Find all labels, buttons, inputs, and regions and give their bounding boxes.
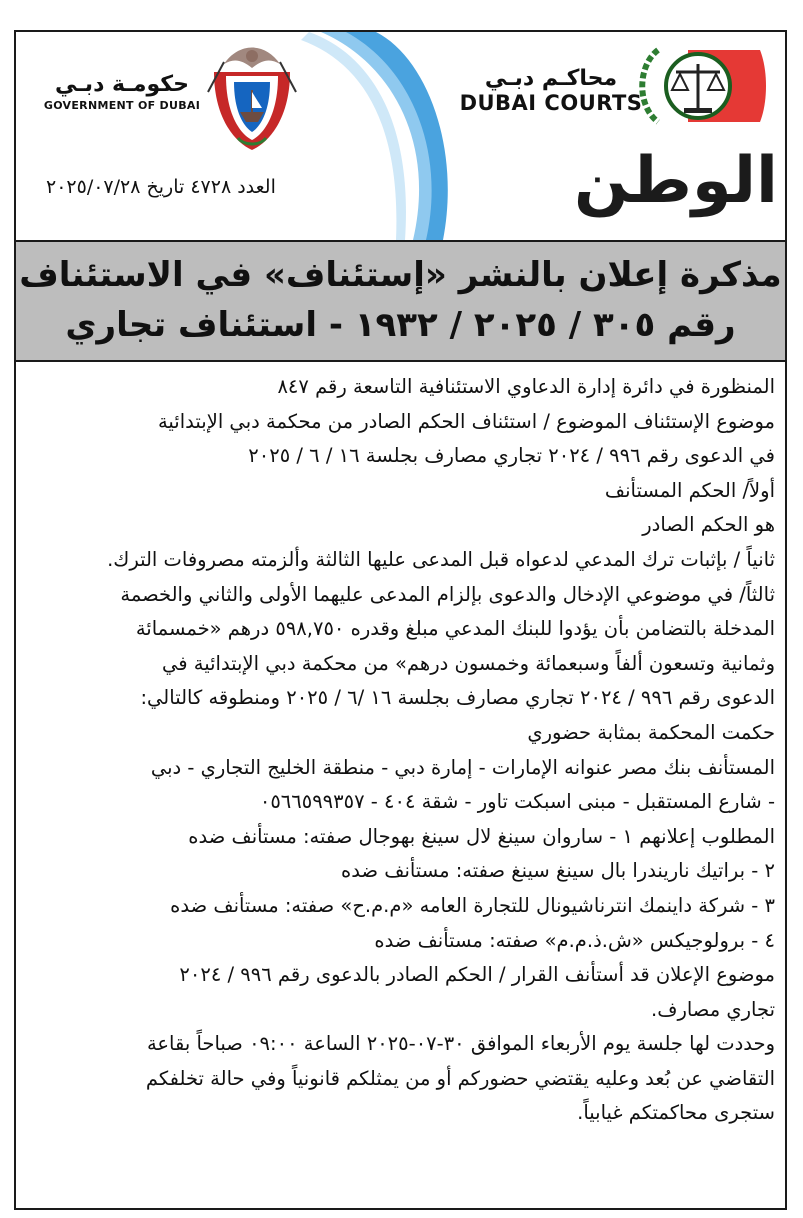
notice-title-bar <box>16 240 785 362</box>
body-line: موضوع الإعلان قد أستأنف القرار / الحكم الصادر بالدعوى رقم ٩٩٦ / ٢٠٢٤ <box>179 963 775 987</box>
body-line: ثانياً / بإثبات ترك المدعي لدعواه قبل المدعى عليها الثالثة وألزمته مصروفات الترك. <box>107 547 775 571</box>
body-line: الدعوى رقم ٩٩٦ / ٢٠٢٤ تجاري مصارف بجلسة ١٦ /٦ / ٢٠٢٥ ومنطوقه كالتالي: <box>140 686 775 710</box>
body-line: - شارع المستقبل - مبنى اسبكت تاور - شقة ٤٠٤ - ٠٥٦٦٥٩٩٣٥٧ <box>259 790 775 814</box>
body-line: وحددت لها جلسة يوم الأربعاء الموافق ٣٠-٠٧-٢٠٢٥ الساعة ٠٩:٠٠ صباحاً بقاعة <box>146 1032 775 1056</box>
body-line: في الدعوى رقم ٩٩٦ / ٢٠٢٤ تجاري مصارف بجلسة ١٦ / ٦ / ٢٠٢٥ <box>248 444 775 468</box>
body-line: ستجرى محاكمتكم غيابياً. <box>577 1101 775 1125</box>
body-line: ٣ - شركة داينمك انترناشيونال للتجارة العامه «م.م.ح» صفته: مستأنف ضده <box>170 893 775 917</box>
courts-name-ar: محاكـم دبـي <box>484 66 618 91</box>
body-line: المستأنف بنك مصر عنوانه الإمارات - إمارة دبي - منطقة الخليج التجاري - دبي <box>150 755 775 779</box>
scales-of-justice-icon <box>628 40 768 132</box>
body-line: ثالثاً/ في موضوعي الإدخال والدعوى بإلزام المدعى عليهما الأولى والثاني والخصمة <box>120 582 775 606</box>
body-line: التقاضي عن بُعد وعليه يقتضي حضوركم أو من يمثلكم قانونياً وفي حالة تخلفكم <box>145 1066 775 1090</box>
body-line: المنظورة في دائرة إدارة الدعاوي الاستئنافية التاسعة رقم ٨٤٧ <box>277 375 775 398</box>
issue-number-date: العدد ٤٧٢٨ تاريخ ٢٠٢٥/٠٧/٢٨ <box>46 176 276 198</box>
body-line: أولاً/ الحكم المستأنف <box>604 478 775 502</box>
body-line: وثمانية وتسعون ألفاً وسبعمائة وخمسون درهم» من محكمة دبي الإبتدائية في <box>161 651 775 675</box>
notice-title-line-2: رقم ٣٠٥ / ٢٠٢٥ / ١٩٣٢ - استئناف تجاري <box>65 305 736 345</box>
dubai-courts-logo <box>456 66 646 115</box>
courts-name-en: DUBAI COURTS <box>459 91 643 115</box>
blue-swoosh-decoration <box>301 32 451 240</box>
government-name-ar: حكومـة دبـي <box>55 72 189 97</box>
body-line: المطلوب إعلانهم ١ - ساروان سينغ لال سينغ بهوجال صفته: مستأنف ضده <box>188 824 775 848</box>
government-name-en: GOVERNMENT OF DUBAI <box>43 99 201 112</box>
body-line: موضوع الإستئناف الموضوع / استئناف الحكم الصادر من محكمة دبي الإبتدائية <box>157 409 775 433</box>
body-line: ٢ - براتيك ناريندرا بال سينغ سينغ صفته: مستأنف ضده <box>341 859 775 883</box>
body-line: تجاري مصارف. <box>651 997 775 1021</box>
notice-frame <box>14 30 787 1210</box>
body-line: حكمت المحكمة بمثابة حضوري <box>527 720 775 744</box>
government-of-dubai-logo <box>42 72 202 112</box>
body-line: المدخلة بالتضامن بأن يؤدوا للبنك المدعي مبلغ وقدره ٥٩٨,٧٥٠ درهم «خمسمائة <box>135 617 775 641</box>
newspaper-masthead: الوطن <box>574 144 778 218</box>
body-line: ٤ - برولوجيكس «ش.ذ.م.م» صفته: مستأنف ضده <box>374 928 775 952</box>
body-line: هو الحكم الصادر <box>642 513 775 537</box>
header <box>16 32 785 240</box>
dubai-emblem-icon <box>204 42 300 152</box>
notice-body <box>24 370 775 1131</box>
notice-title-line-1: مذكرة إعلان بالنشر «إستئناف» في الاستئناف <box>19 255 782 295</box>
